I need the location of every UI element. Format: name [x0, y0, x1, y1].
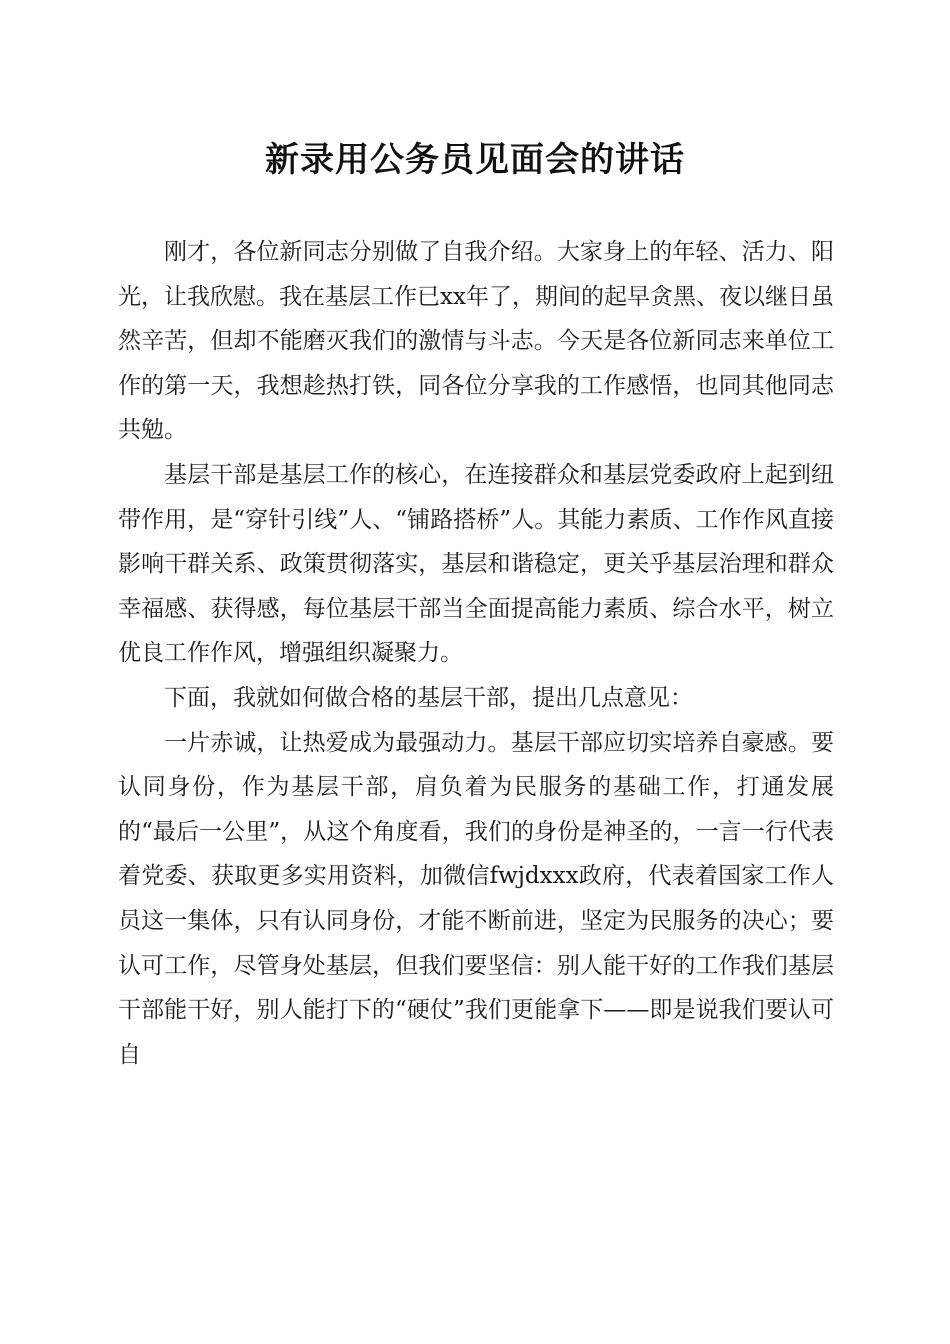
document-title: 新录用公务员见面会的讲话 [265, 140, 685, 180]
paragraph-first-point: 一片赤诚，让热爱成为最强动力。基层干部应切实培养自豪感。要认同身份，作为基层干部，肩负着为民服务的基础工作，打通发展的“最后一公里”，从这个角度看，我们的身份是神圣的，一言一行代表着党委、获取更多实用资料，加微信fwjdxxx政府，代表着国家工作人员这一集体，只有认同身份，才能不断前进，坚定为民服务的决心；要认可工作，尽管身处基层，但我们要坚信：别人能干好的工作我们基层干部能干好，别人能打下的“硬仗”我们更能拿下——即是说我们要认可自 [118, 729, 834, 1068]
paragraph-cadre-role: 基层干部是基层工作的核心，在连接群众和基层党委政府上起到纽带作用，是“穿针引线”人、“铺路搭桥”人。其能力素质、工作作风直接影响干群关系、政策贯彻落实，基层和谐稳定，更关乎基层治理和群众幸福感、获得感，每位基层干部当全面提高能力素质、综合水平，树立优良工作作风，增强组织凝聚力。 [118, 461, 834, 667]
paragraph-opinions-lead: 下面，我就如何做合格的基层干部，提出几点意见： [164, 684, 693, 711]
document-body [118, 230, 834, 1077]
paragraph-intro: 刚才，各位新同志分别做了自我介绍。大家身上的年轻、活力、阳光，让我欣慰。我在基层工作已xx年了，期间的起早贪黑、夜以继日虽然辛苦，但却不能磨灭我们的激情与斗志。今天是各位新同志来单位工作的第一天，我想趁热打铁，同各位分享我的工作感悟，也同其他同志共勉。 [118, 239, 834, 444]
